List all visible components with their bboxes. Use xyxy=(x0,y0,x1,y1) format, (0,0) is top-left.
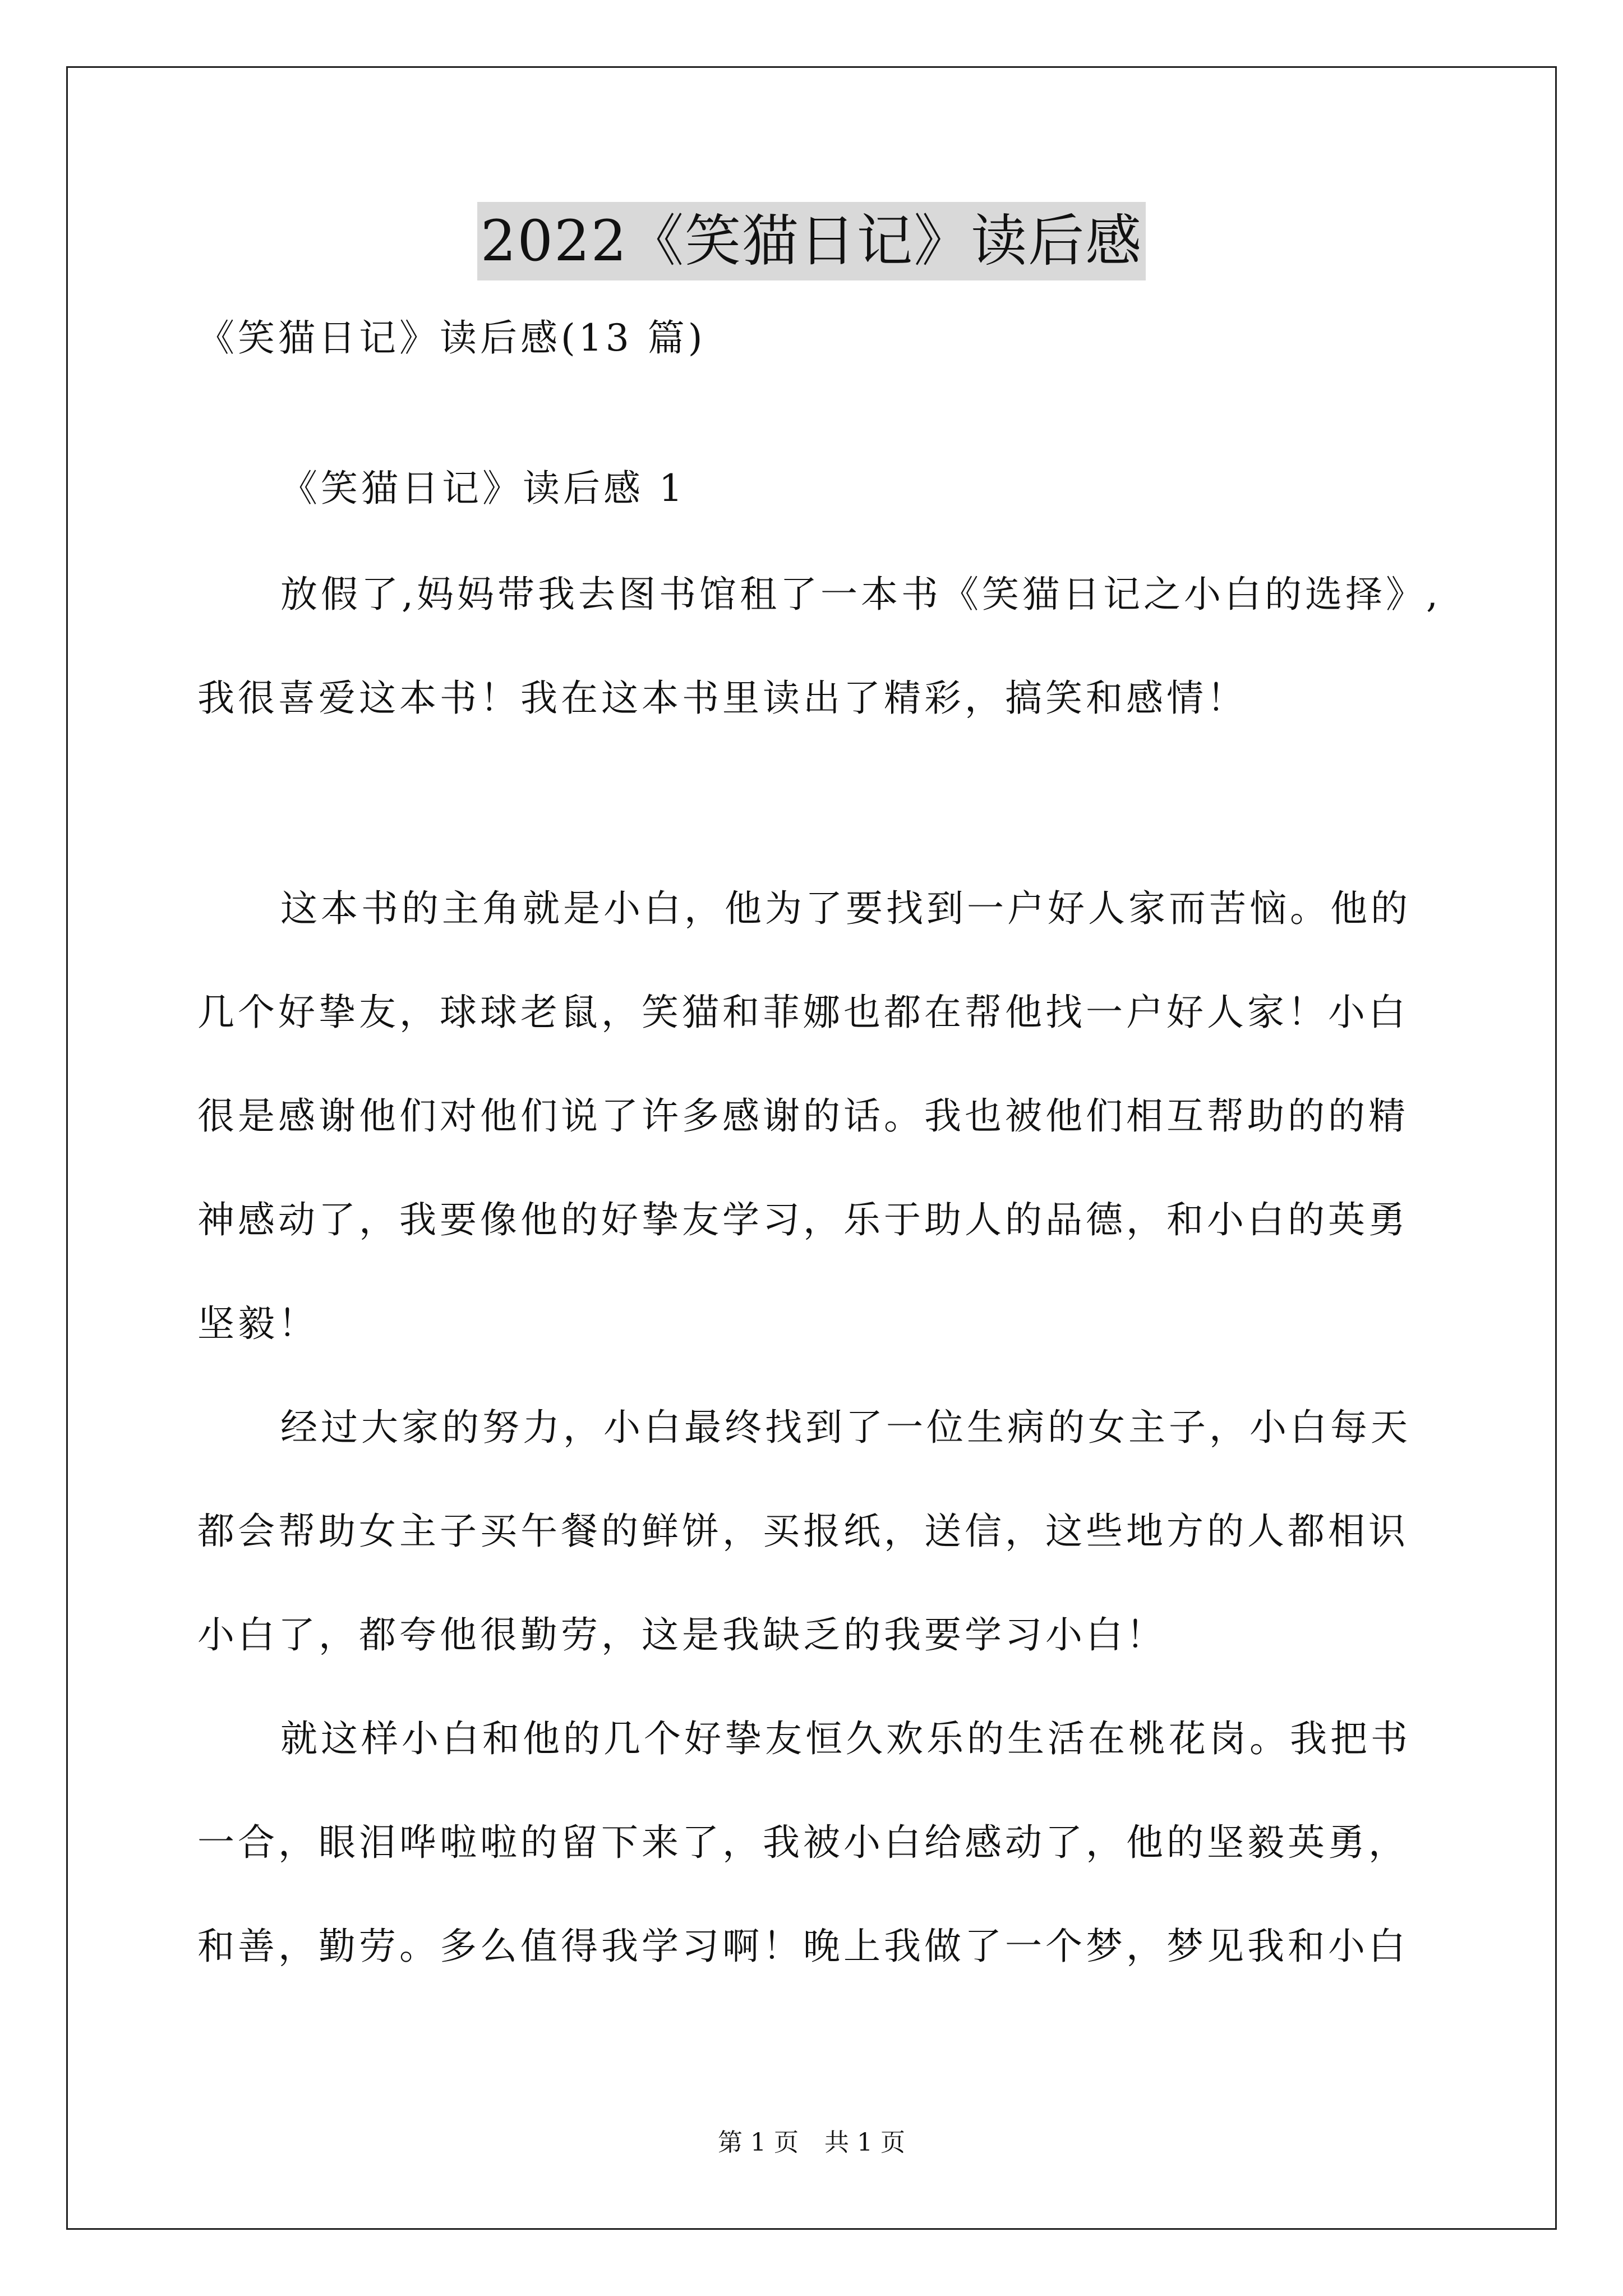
paragraph-2-line-2: 几个好挚友，球球老鼠，笑猫和菲娜也都在帮他找一户好人家！小白 xyxy=(197,991,1409,1034)
paragraph-4-line-2: 一合，眼泪哗啦啦的留下来了，我被小白给感动了，他的坚毅英勇， xyxy=(197,1821,1409,1864)
paragraph-1-line-1: 放假了,妈妈带我去图书馆租了一本书《笑猫日记之小白的选择》, xyxy=(280,573,1441,616)
page-border xyxy=(66,66,1557,2230)
paragraph-2-line-1: 这本书的主角就是小白，他为了要找到一户好人家而苦恼。他的 xyxy=(280,887,1411,930)
paragraph-2-line-3: 很是感谢他们对他们说了许多感谢的话。我也被他们相互帮助的的精 xyxy=(197,1094,1409,1138)
page-footer xyxy=(0,2126,1623,2160)
paragraph-3-line-3: 小白了，都夸他很勤劳，这是我缺乏的我要学习小白！ xyxy=(197,1613,1166,1657)
paragraph-4-line-1: 就这样小白和他的几个好挚友恒久欢乐的生活在桃花岗。我把书 xyxy=(280,1717,1411,1760)
paragraph-1-line-2: 我很喜爱这本书！我在这本书里读出了精彩，搞笑和感情！ xyxy=(197,677,1247,720)
paragraph-2-line-5: 坚毅！ xyxy=(197,1302,319,1345)
page-number-current: 第 1 页 xyxy=(718,2128,799,2157)
page-number-total: 共 1 页 xyxy=(824,2128,905,2157)
title-container xyxy=(0,202,1623,280)
document-title: 2022《笑猫日记》读后感 xyxy=(477,202,1146,280)
paragraph-3-line-2: 都会帮助女主子买午餐的鲜饼，买报纸，送信，这些地方的人都相识 xyxy=(197,1510,1409,1553)
paragraph-4-line-3: 和善，勤劳。多么值得我学习啊！晚上我做了一个梦，梦见我和小白 xyxy=(197,1925,1409,1968)
paragraph-2-line-4: 神感动了，我要像他的好挚友学习，乐于助人的品德，和小白的英勇 xyxy=(197,1198,1409,1241)
section-heading: 《笑猫日记》读后感 1 xyxy=(280,467,686,510)
paragraph-3-line-1: 经过大家的努力，小白最终找到了一位生病的女主子，小白每天 xyxy=(280,1406,1411,1449)
document-subtitle: 《笑猫日记》读后感(13 篇) xyxy=(197,316,706,360)
